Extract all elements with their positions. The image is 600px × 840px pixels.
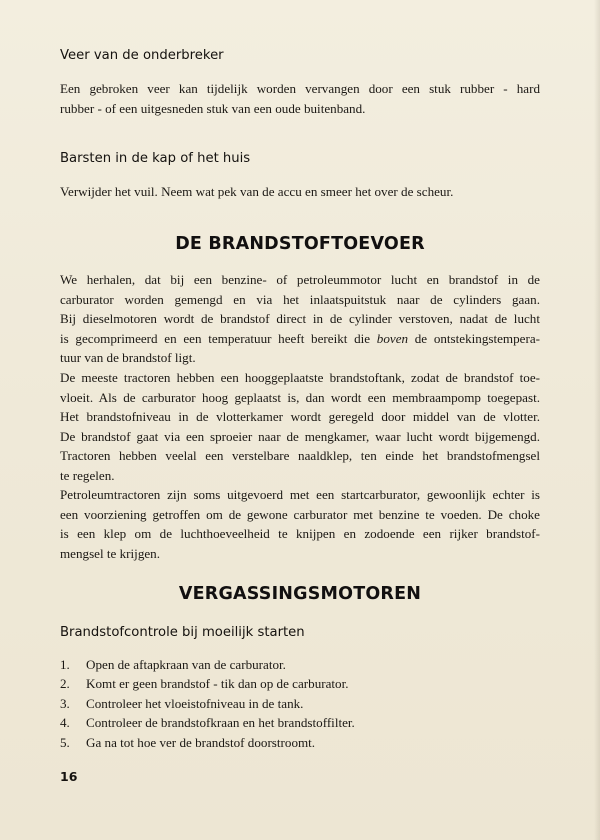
paragraph-line: mengsel te krijgen. — [60, 545, 160, 561]
paragraph-line: Het brandstofniveau in de vlotterkamer wordt geregeld door middel van de vlotter. — [60, 409, 540, 425]
paragraph-cracks — [60, 182, 540, 202]
list-item — [60, 733, 355, 752]
paragraph-line: rubber - of een uitgesneden stuk van een oude buitenband. — [60, 100, 366, 116]
paragraph-line: Tractoren hebben veelal een verstelbare naaldklep, ten einde het brandstofmengsel — [60, 448, 540, 464]
paragraph-line: Een gebroken veer kan tijdelijk worden vervangen door een stuk rubber - hard — [60, 81, 540, 96]
heading-fuel-supply: DE BRANDSTOFTOEVOER — [175, 234, 425, 254]
list-number: 3. — [60, 695, 70, 711]
paragraph-fuel-intro — [60, 270, 540, 368]
paragraph-fuel-tank — [60, 368, 540, 486]
list-number: 2. — [60, 676, 70, 692]
list-number: 1. — [60, 657, 70, 672]
paragraph-line: We herhalen, dat bij een benzine- of petroleummotor lucht en brandstof in de — [60, 272, 540, 287]
paragraph-line: is een klep om de luchthoeveelheid te knijpen en zodoende een rijker brandstof- — [60, 526, 540, 542]
line-fragment: is gecomprimeerd en een temperatuur heeft bereikt die — [60, 330, 377, 346]
list-number: 5. — [60, 734, 70, 750]
paragraph-line: te regelen. — [60, 467, 115, 483]
list-text: Ga na tot hoe ver de brandstof doorstroomt. — [86, 734, 316, 750]
list-text: Controleer het vloeistofniveau in de tank. — [86, 695, 304, 711]
section-title-spring: Veer van de onderbreker — [60, 48, 224, 63]
list-text: Controleer de brandstofkraan en het brandstoffilter. — [86, 715, 355, 731]
line-fragment: de ontstekingstempera- — [408, 330, 540, 346]
paragraph-line: Verwijder het vuil. Neem wat pek van de accu en smeer het over de scheur. — [60, 184, 454, 199]
paragraph-line: carburator worden gemengd en via het inlaatspuitstuk naar de cylinders gaan. — [60, 291, 540, 307]
paragraph-petroleum-tractors — [60, 485, 540, 563]
section-title-fuel-check: Brandstofcontrole bij moeilijk starten — [60, 625, 305, 640]
list-number: 4. — [60, 715, 70, 731]
paragraph-line: Petroleumtractoren zijn soms uitgevoerd met een startcarburator, gewoonlijk echter is — [60, 487, 540, 502]
paragraph-line: vloeit. Als de carburator hoog geplaatst is, dan wordt een membraampomp toegepast. — [60, 389, 540, 405]
heading-gasoline-engines: VERGASSINGSMOTOREN — [178, 584, 422, 604]
page-edge-shadow — [594, 0, 600, 840]
list-item — [60, 655, 355, 674]
list-text: Open de aftapkraan van de carburator. — [86, 657, 286, 672]
list-item — [60, 694, 355, 713]
page-number: 16 — [60, 769, 78, 784]
paragraph-line: Bij dieselmotoren wordt de brandstof direct in de cylinder verstoven, nadat de lucht — [60, 311, 540, 327]
paragraph-line: De brandstof gaat via een sproeier naar de mengkamer, waar lucht wordt bijgemengd. — [60, 428, 540, 444]
section-title-cracks: Barsten in de kap of het huis — [60, 151, 251, 166]
fuel-check-steps — [60, 655, 355, 752]
paragraph-line: De meeste tractoren hebben een hooggeplaatste brandstoftank, zodat de brandstof toe- — [60, 370, 540, 385]
list-item — [60, 674, 355, 693]
paragraph-line — [60, 329, 540, 349]
emphasis-boven: boven — [376, 330, 409, 346]
paragraph-line: tuur van de brandstof ligt. — [60, 350, 196, 366]
list-text: Komt er geen brandstof - tik dan op de carburator. — [86, 676, 349, 692]
list-item — [60, 713, 355, 732]
paragraph-spring — [60, 79, 540, 118]
paragraph-line: een voorziening getroffen om de gewone carburator met benzine te voeden. De choke — [60, 506, 540, 522]
